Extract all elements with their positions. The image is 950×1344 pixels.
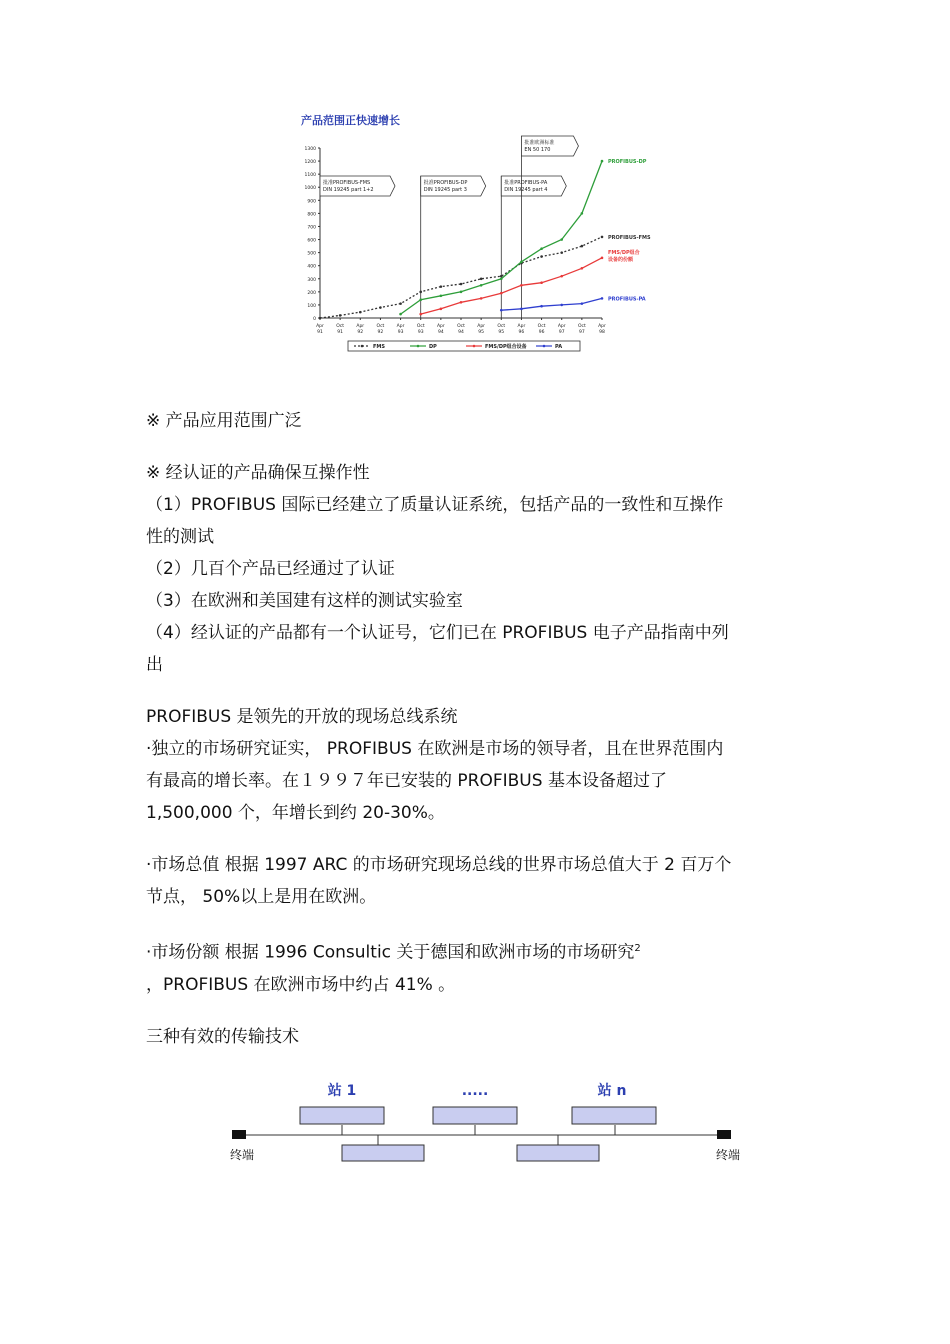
annotation-text: EN 50 170 bbox=[524, 147, 551, 153]
item-1-line-1: （1）PROFIBUS 国际已经建立了质量认证系统，包括产品的一致性和互操作 bbox=[146, 495, 724, 515]
data-point-FMS/DP组合设备 bbox=[419, 313, 422, 316]
x-tick-label: Apr bbox=[396, 324, 405, 329]
x-tick-label-year: 94 bbox=[437, 330, 444, 335]
annotation-box bbox=[521, 136, 578, 156]
x-tick-label: Apr bbox=[557, 324, 566, 329]
series-line-PA bbox=[501, 298, 602, 310]
data-point-FMS/DP组合设备 bbox=[601, 257, 604, 260]
data-point-FMS/DP组合设备 bbox=[560, 275, 563, 278]
y-tick-label: 1100 bbox=[304, 173, 316, 179]
data-point-PA bbox=[540, 305, 543, 308]
x-tick-label: Apr bbox=[316, 324, 324, 329]
legend-swatch-marker bbox=[361, 345, 364, 348]
x-tick-label: Apr bbox=[436, 324, 445, 329]
data-point-DP bbox=[480, 284, 483, 287]
data-point-FMS/DP组合设备 bbox=[460, 301, 463, 304]
data-point-DP bbox=[399, 313, 402, 316]
x-tick-label: Apr bbox=[356, 324, 365, 329]
station-box-4 bbox=[342, 1145, 424, 1161]
y-tick-label: 500 bbox=[307, 251, 316, 257]
legend-swatch-marker bbox=[543, 345, 546, 348]
legend-label: DP bbox=[429, 344, 437, 350]
data-point-FMS bbox=[460, 283, 463, 286]
data-point-FMS bbox=[480, 277, 483, 280]
annotation-box bbox=[421, 176, 486, 196]
x-tick-label: Oct bbox=[537, 324, 546, 329]
legend-swatch-marker bbox=[473, 345, 476, 348]
data-point-DP bbox=[581, 212, 584, 215]
x-tick-label: Oct bbox=[376, 324, 385, 329]
heading-transmission-technologies: 三种有效的传输技术 bbox=[146, 1026, 299, 1047]
data-point-FMS bbox=[560, 251, 563, 254]
data-point-DP bbox=[460, 291, 463, 294]
x-tick-label: Apr bbox=[477, 324, 486, 329]
station-1-label: 站 1 bbox=[327, 1083, 357, 1099]
paragraph-application-range: ※ 产品应用范围广泛 bbox=[146, 411, 302, 431]
growth-chart bbox=[296, 108, 651, 364]
terminal-right-label: 终端 bbox=[715, 1148, 741, 1162]
legend-swatch-marker bbox=[417, 345, 420, 348]
data-point-FMS bbox=[440, 285, 443, 288]
series-end-label: PROFIBUS-PA bbox=[608, 296, 646, 303]
data-point-FMS/DP组合设备 bbox=[520, 284, 523, 287]
series-end-label: FMS/DP组合 bbox=[608, 249, 640, 256]
data-point-FMS bbox=[601, 236, 604, 239]
item-3: （3）在欧洲和美国建有这样的测试实验室 bbox=[146, 591, 463, 611]
data-point-DP bbox=[540, 247, 543, 250]
y-tick-label: 200 bbox=[307, 290, 316, 296]
body-text bbox=[146, 405, 826, 1053]
data-point-DP bbox=[500, 277, 503, 280]
data-point-DP bbox=[440, 294, 443, 297]
x-tick-label: Apr bbox=[598, 324, 606, 329]
x-tick-label: Oct bbox=[416, 324, 425, 329]
annotation-text: 批准欧洲标准 bbox=[524, 140, 555, 146]
series-end-label: PROFIBUS-DP bbox=[608, 159, 647, 166]
market-value-line-1: ·市场总值 根据 1997 ARC 的市场研究现场总线的世界市场总值大于 2 百万个 bbox=[146, 855, 732, 875]
terminator-left bbox=[232, 1130, 246, 1139]
x-tick-label-year: 95 bbox=[478, 330, 485, 335]
annotation-text: DIN 19245 part 1+2 bbox=[323, 187, 374, 193]
y-tick-label: 800 bbox=[307, 212, 316, 218]
y-tick-label: 700 bbox=[307, 225, 316, 231]
market-value-line-2: 节点， 50%以上是用在欧洲。 bbox=[146, 887, 377, 907]
x-tick-label-year: 91 bbox=[337, 330, 344, 335]
annotation-box bbox=[320, 176, 395, 196]
market-share-line-1 bbox=[146, 933, 826, 969]
x-tick-label-year: 93 bbox=[417, 330, 424, 335]
market-research-line-2: 有最高的增长率。在１９９７年已安装的 PROFIBUS 基本设备超过了 bbox=[146, 771, 667, 791]
data-point-FMS bbox=[540, 255, 543, 258]
item-4-line-1: （4）经认证的产品都有一个认证号，它们已在 PROFIBUS 电子产品指南中列 bbox=[146, 623, 729, 643]
data-point-FMS bbox=[379, 306, 382, 309]
bus-diagram-svg bbox=[220, 1075, 760, 1175]
y-tick-label: 100 bbox=[307, 303, 316, 309]
y-tick-label: 1300 bbox=[304, 147, 316, 152]
x-tick-label: Oct bbox=[457, 324, 465, 329]
data-point-FMS/DP组合设备 bbox=[540, 281, 543, 284]
data-point-FMS bbox=[339, 314, 342, 317]
terminator-right bbox=[717, 1130, 731, 1139]
footnote-marker: 2 bbox=[634, 943, 641, 954]
item-2: （2）几百个产品已经通过了认证 bbox=[146, 559, 395, 579]
item-1-line-2: 性的测试 bbox=[146, 527, 214, 547]
series-end-label: PROFIBUS-FMS bbox=[608, 234, 651, 241]
data-point-PA bbox=[601, 297, 604, 300]
data-point-PA bbox=[560, 304, 563, 307]
y-tick-label: 1200 bbox=[304, 160, 316, 166]
data-point-FMS/DP组合设备 bbox=[500, 292, 503, 295]
x-tick-label-year: 97 bbox=[558, 330, 565, 335]
x-tick-label-year: 96 bbox=[518, 330, 525, 335]
annotation-box bbox=[501, 176, 566, 196]
growth-chart-svg bbox=[296, 108, 651, 364]
data-point-DP bbox=[560, 238, 563, 241]
x-tick-label-year: 95 bbox=[498, 330, 505, 335]
market-research-line-1: ·独立的市场研究证实， PROFIBUS 在欧洲是市场的领导者，且在世界范围内 bbox=[146, 739, 724, 759]
heading-leading-fieldbus: PROFIBUS 是领先的开放的现场总线系统 bbox=[146, 707, 458, 727]
x-tick-label: Apr bbox=[517, 324, 526, 329]
legend-label: FMS/DP组合设备 bbox=[485, 344, 527, 350]
station-n-label: 站 n bbox=[597, 1083, 627, 1099]
x-tick-label-year: 91 bbox=[317, 330, 323, 335]
legend-label: PA bbox=[555, 344, 563, 350]
y-tick-label: 300 bbox=[307, 277, 316, 283]
market-share-line-2: ，PROFIBUS 在欧洲市场中约占 41% 。 bbox=[146, 974, 456, 995]
market-research-line-3: 1,500,000 个，年增长到约 20-30%。 bbox=[146, 803, 445, 823]
annotation-text: 批准PROFIBUS-PA bbox=[504, 180, 548, 186]
data-point-FMS bbox=[399, 302, 402, 305]
data-point-PA bbox=[520, 308, 523, 311]
annotation-text: 批准PROFIBUS-DP bbox=[423, 180, 468, 186]
y-tick-label: 1000 bbox=[304, 186, 316, 192]
data-point-PA bbox=[500, 309, 503, 312]
x-tick-label-year: 97 bbox=[578, 330, 585, 335]
x-tick-label-year: 98 bbox=[599, 330, 605, 335]
x-tick-label-year: 92 bbox=[357, 330, 364, 335]
data-point-DP bbox=[520, 260, 523, 263]
x-tick-label: Oct bbox=[497, 324, 506, 329]
data-point-FMS bbox=[319, 317, 322, 320]
data-point-FMS/DP组合设备 bbox=[480, 297, 483, 300]
item-4-line-2: 出 bbox=[146, 655, 163, 675]
x-tick-label: Oct bbox=[336, 324, 345, 329]
x-tick-label-year: 94 bbox=[458, 330, 464, 335]
station-box-1 bbox=[300, 1107, 384, 1124]
station-dots-label: ..... bbox=[461, 1083, 489, 1099]
paragraph-certified-products: ※ 经认证的产品确保互操作性 bbox=[146, 463, 370, 483]
annotation-text: DIN 19245 part 3 bbox=[423, 187, 467, 193]
bus-diagram bbox=[220, 1075, 760, 1175]
data-point-FMS bbox=[359, 311, 362, 314]
series-end-label: 设备的份额 bbox=[608, 256, 634, 263]
y-tick-label: 900 bbox=[307, 199, 316, 205]
x-tick-label-year: 92 bbox=[377, 330, 384, 335]
y-tick-label: 0 bbox=[313, 317, 316, 322]
data-point-PA bbox=[581, 302, 584, 305]
x-tick-label: Oct bbox=[577, 324, 586, 329]
y-tick-label: 400 bbox=[307, 264, 316, 270]
terminal-left-label: 终端 bbox=[229, 1148, 255, 1162]
chart-title: 产品范围正快速增长 bbox=[301, 114, 400, 127]
station-box-3 bbox=[572, 1107, 656, 1124]
annotation-text: DIN 19245 part 4 bbox=[504, 187, 548, 193]
data-point-FMS/DP组合设备 bbox=[440, 308, 443, 311]
data-point-FMS bbox=[500, 275, 503, 278]
data-point-DP bbox=[601, 160, 604, 163]
data-point-FMS bbox=[419, 291, 422, 294]
market-share-text: ·市场份额 根据 1996 Consultic 关于德国和欧洲市场的市场研究 bbox=[146, 942, 635, 963]
data-point-FMS bbox=[581, 245, 584, 248]
station-box-2 bbox=[433, 1107, 517, 1124]
station-box-5 bbox=[517, 1145, 599, 1161]
data-point-FMS/DP组合设备 bbox=[581, 267, 584, 270]
x-tick-label-year: 93 bbox=[397, 330, 404, 335]
y-tick-label: 600 bbox=[307, 238, 316, 244]
data-point-DP bbox=[419, 298, 422, 301]
annotation-text: 批准PROFIBUS-FMS bbox=[323, 180, 371, 186]
legend-label: FMS bbox=[373, 344, 385, 350]
x-tick-label-year: 96 bbox=[538, 330, 545, 335]
